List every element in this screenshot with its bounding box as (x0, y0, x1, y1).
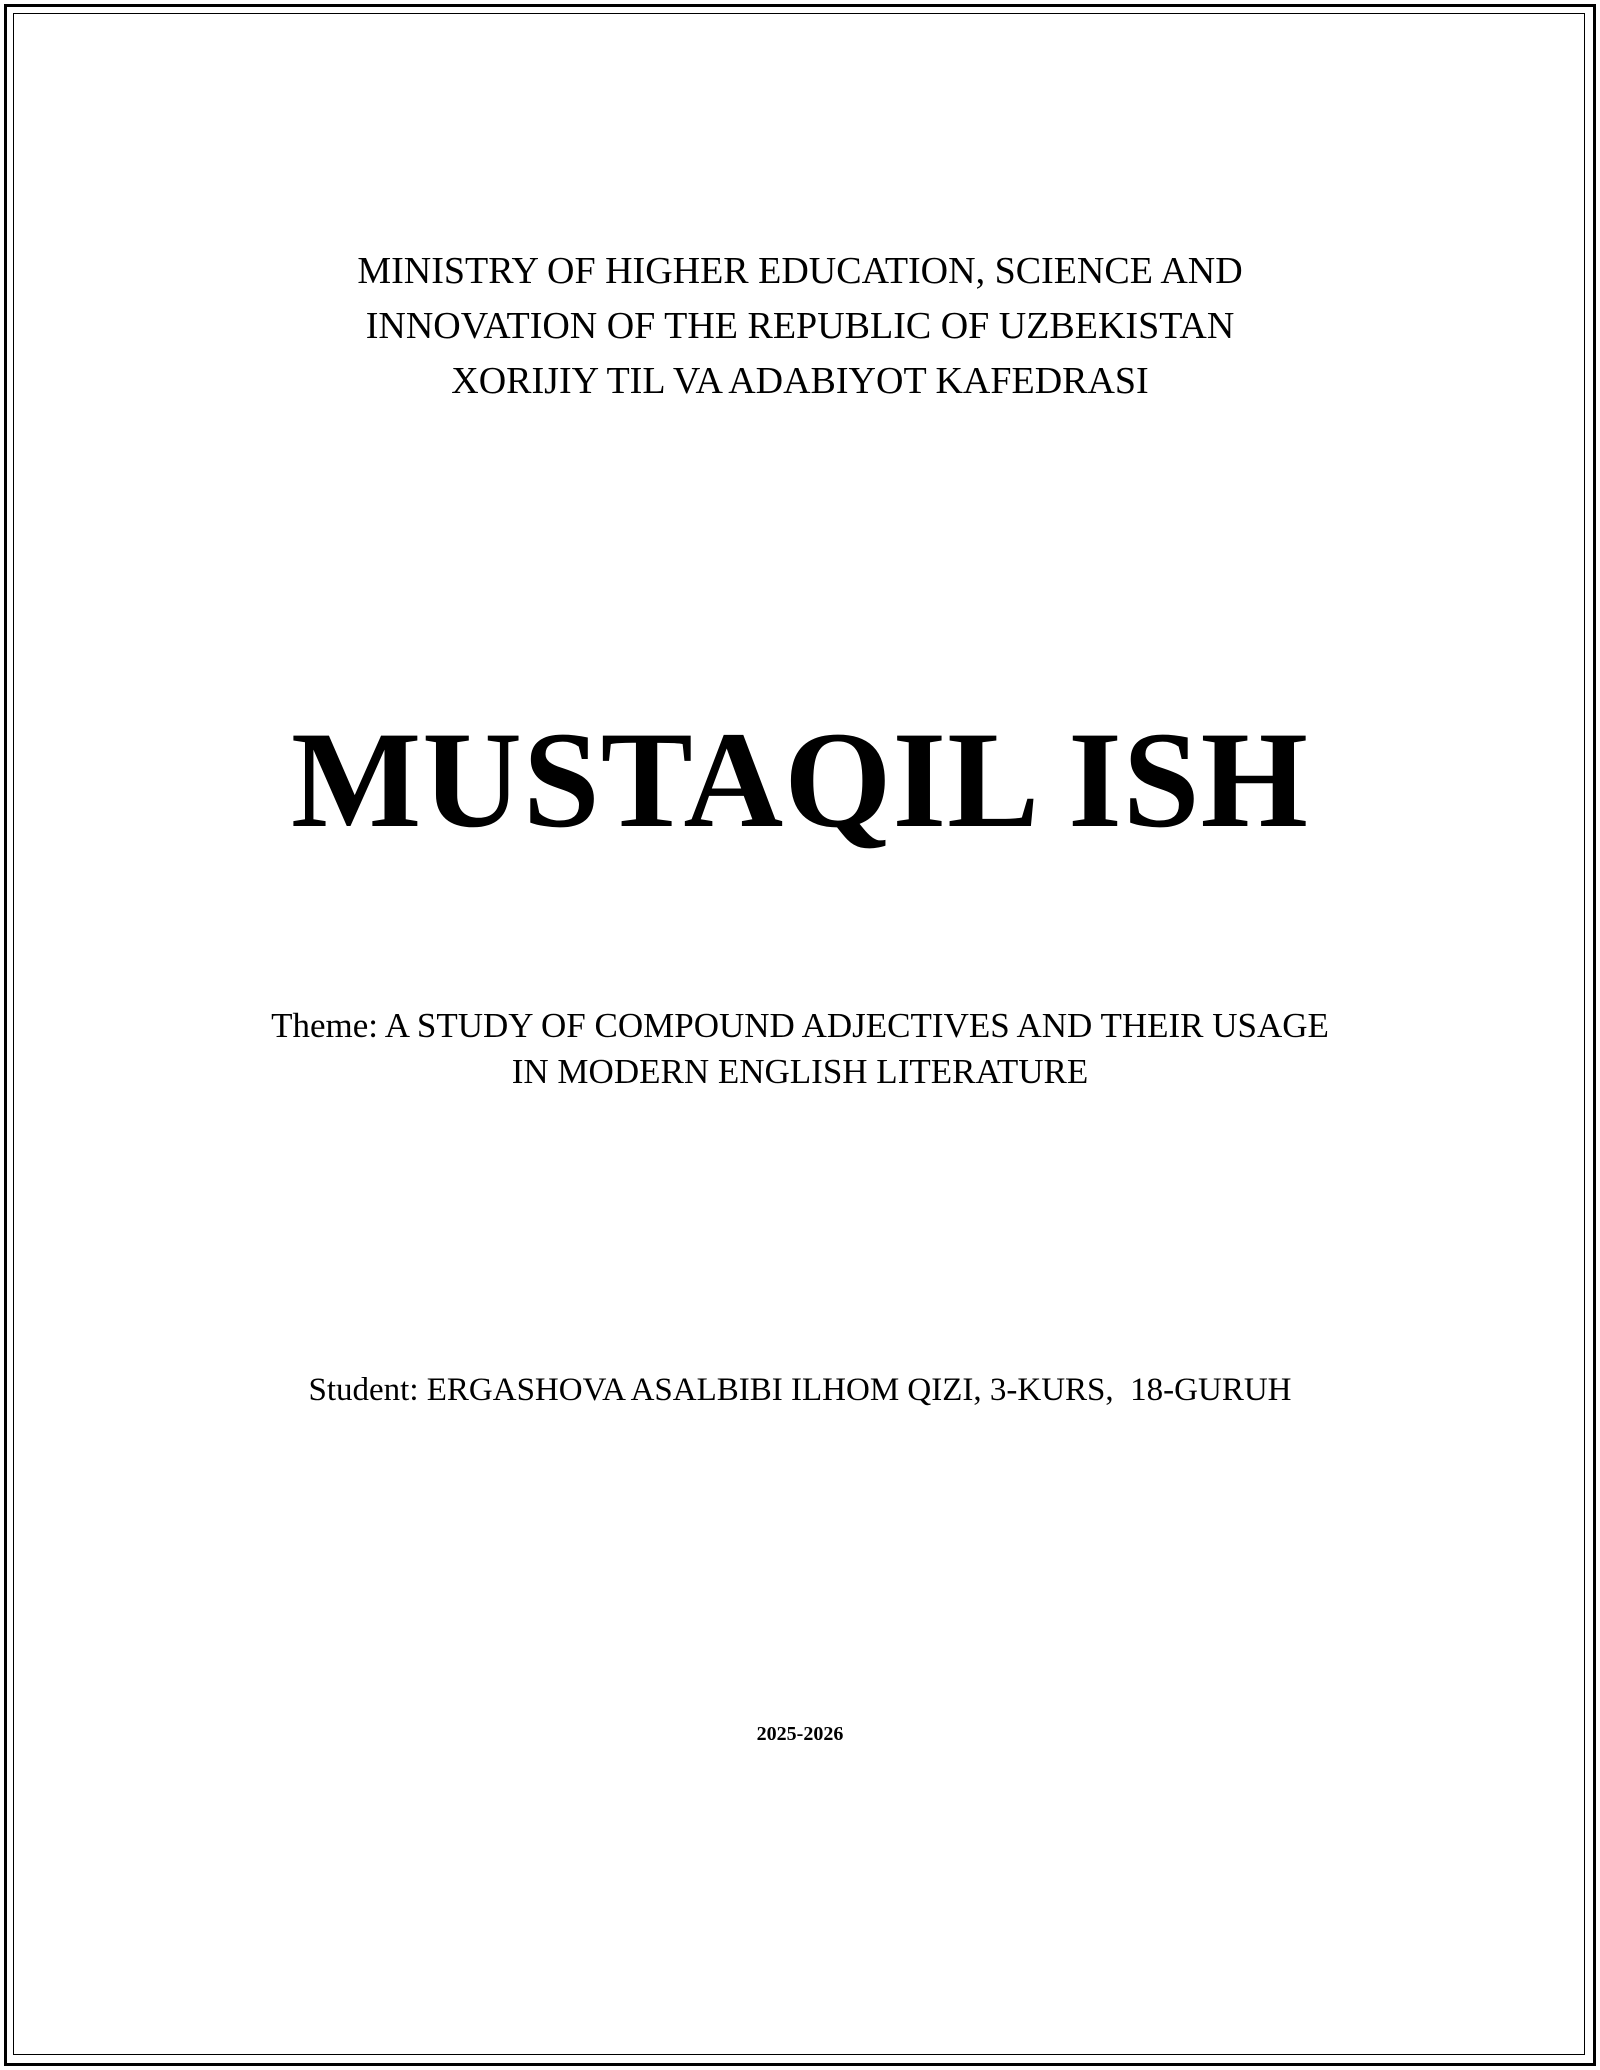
academic-year: 2025-2026 (756, 1723, 844, 1745)
header-line-1: MINISTRY OF HIGHER EDUCATION, SCIENCE AND (357, 250, 1243, 292)
theme-line-2: IN MODERN ENGLISH LITERATURE (511, 1052, 1089, 1091)
document-title: MUSTAQIL ISH (291, 703, 1309, 856)
student-info: Student: ERGASHOVA ASALBIBI ILHOM QIZI, 3-KURS, 18-GURUH (308, 1372, 1292, 1408)
header-line-2: INNOVATION OF THE REPUBLIC OF UZBEKISTAN (365, 305, 1235, 347)
header-line-3: XORIJIY TIL VA ADABIYOT KAFEDRASI (451, 360, 1149, 402)
theme-line-1: Theme: A STUDY OF COMPOUND ADJECTIVES AND THEIR USAGE (271, 1006, 1329, 1045)
theme-block (0, 1003, 1600, 1095)
ministry-header (0, 244, 1600, 409)
